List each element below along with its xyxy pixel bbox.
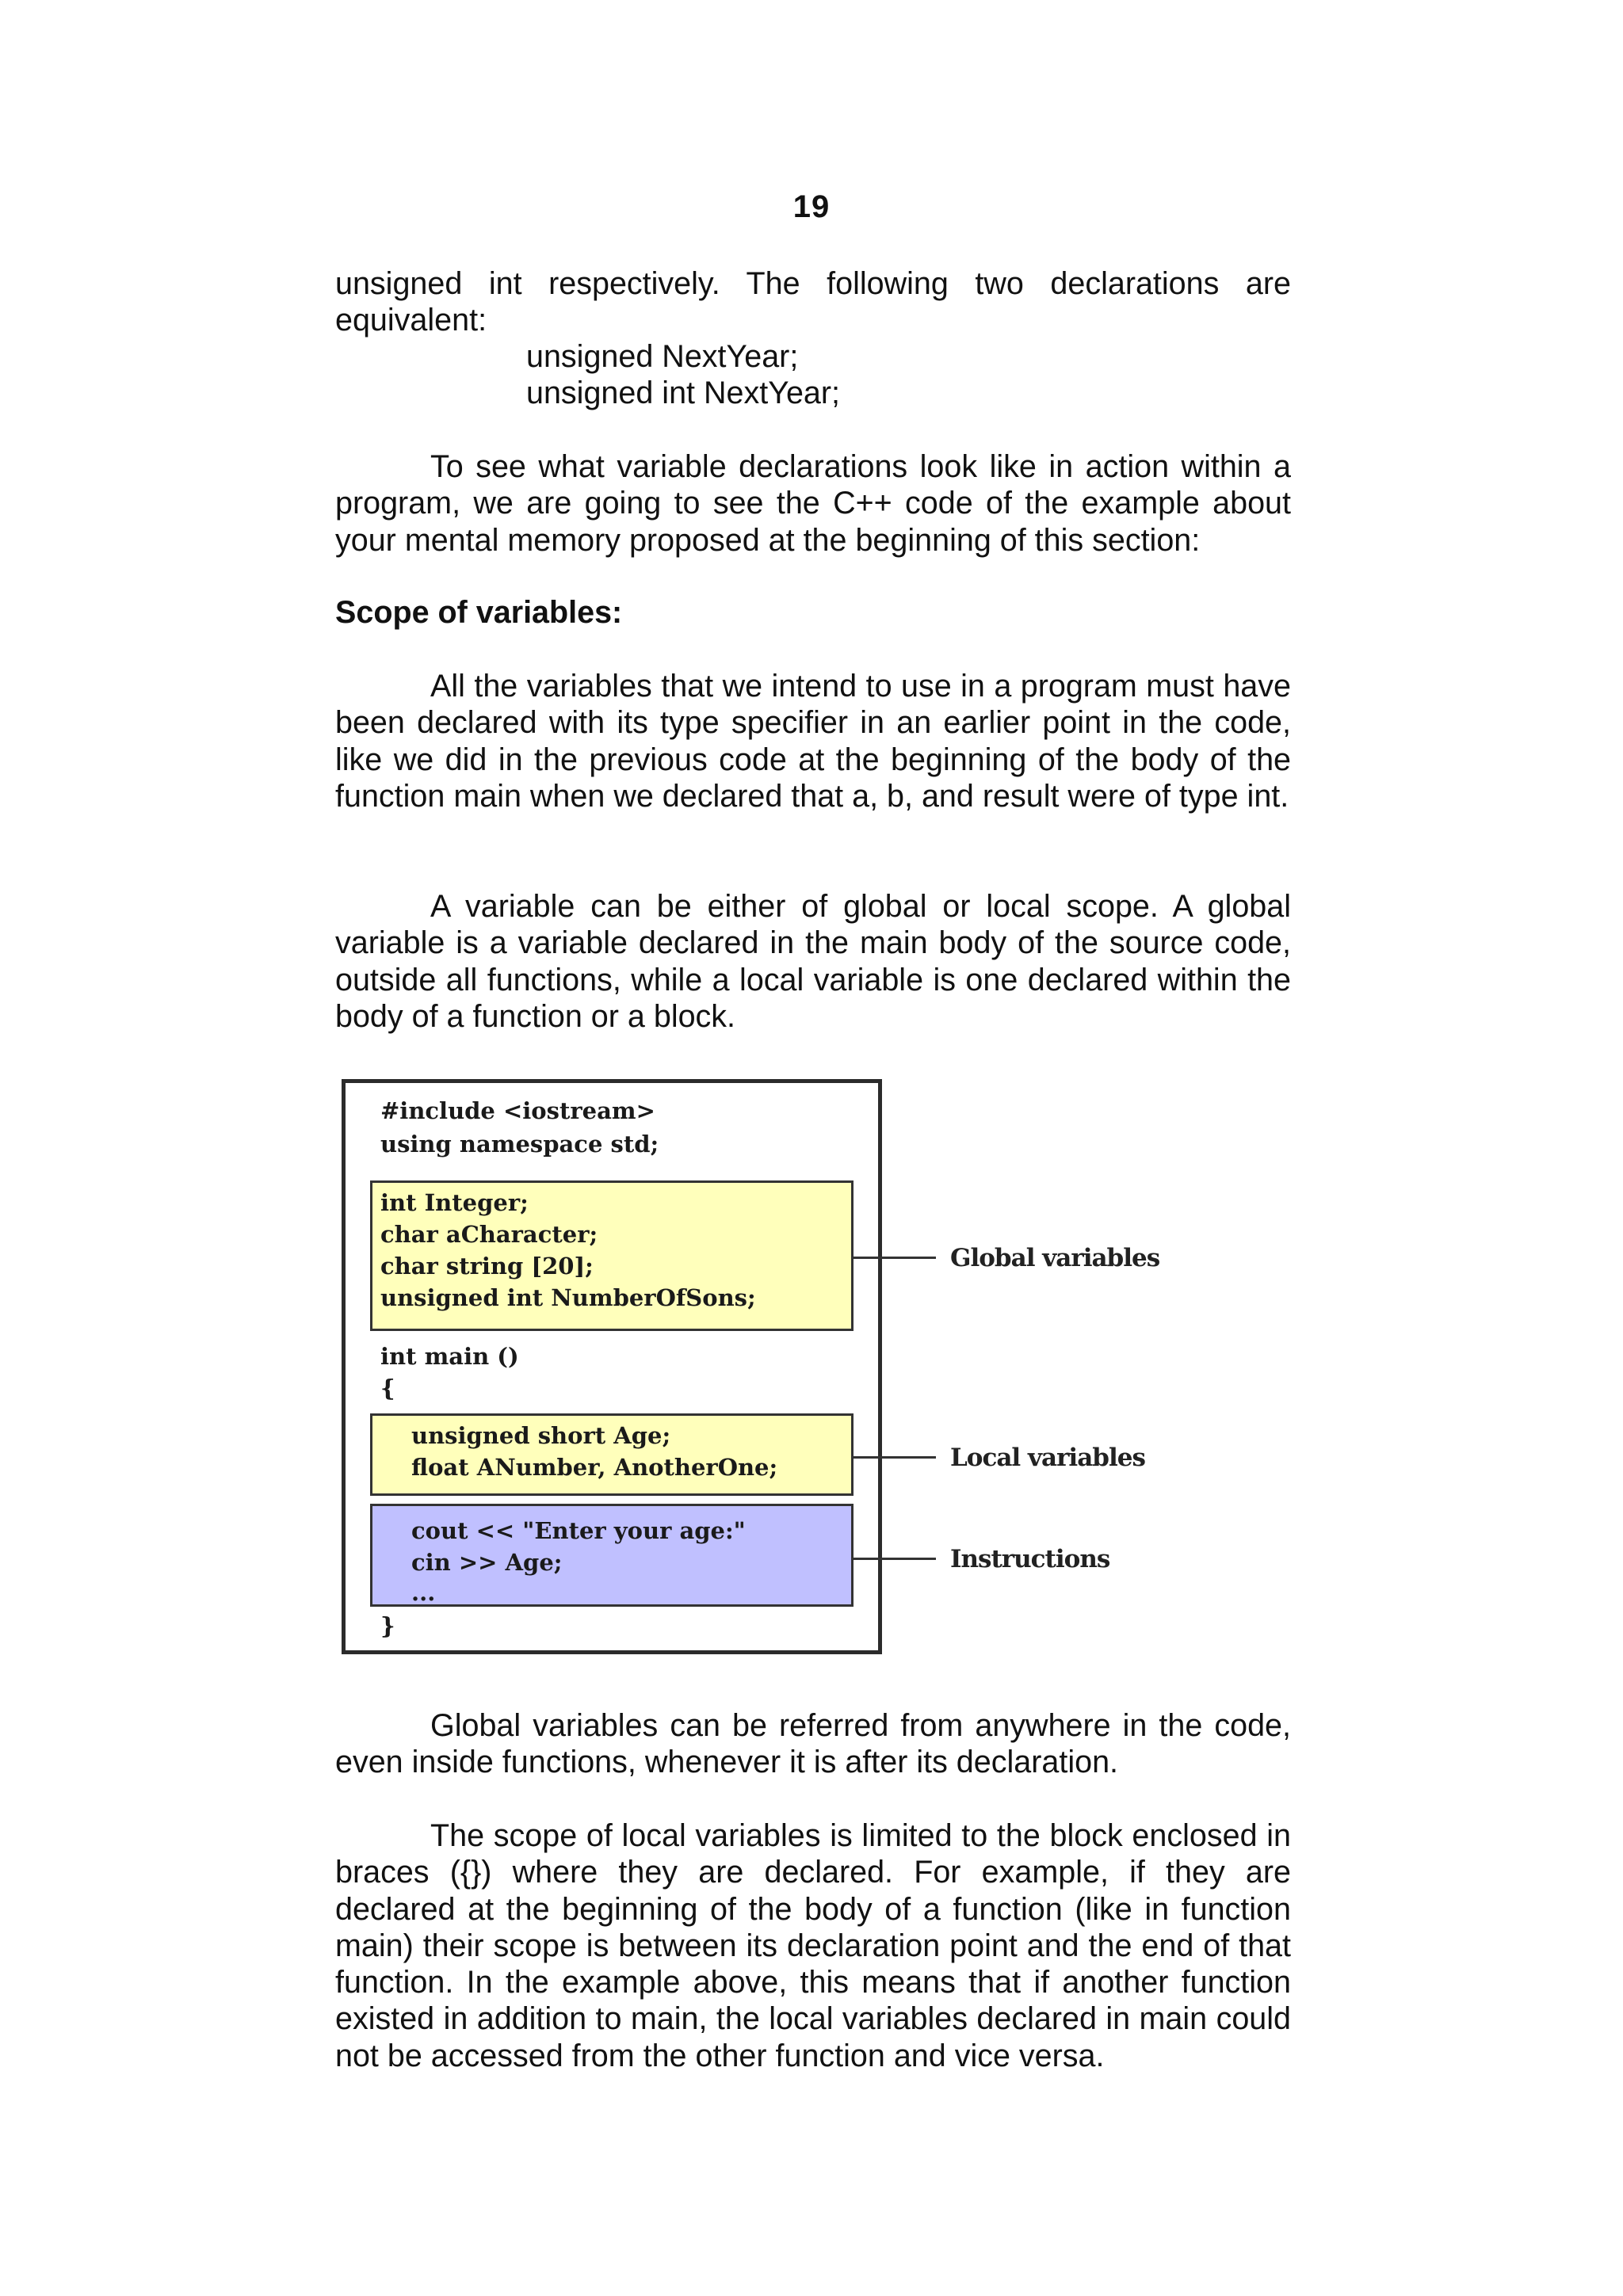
local-variables-label: Local variables xyxy=(950,1444,1145,1472)
code-include: #include <iostream> xyxy=(380,1097,655,1124)
page-number: 19 xyxy=(792,189,831,224)
paragraph-4 xyxy=(335,1707,1291,1781)
paragraph-5 xyxy=(335,1817,1291,2074)
code-using: using namespace std; xyxy=(380,1131,659,1158)
section-heading: Scope of variables: xyxy=(335,595,623,630)
instructions-leader-line xyxy=(854,1558,936,1560)
code-instruction-1: cout << "Enter your age:" xyxy=(411,1517,746,1544)
paragraph-5-text: The scope of local variables is limited to the block enclosed in braces ({}) where they are declared. For example, if they are declared at the beginning of the body of a function (like in function main) their scope is between its declaration point and the end of that function. In the example above, this means that if another function existed in addition to main, the local variables declared in main could not be accessed from the other function and vice versa. xyxy=(335,1818,1291,2073)
paragraph-3 xyxy=(335,888,1291,1035)
code-instruction-2: cin >> Age; xyxy=(411,1549,563,1576)
code-main: int main () xyxy=(380,1343,519,1370)
code-close-brace: } xyxy=(380,1612,395,1639)
code-global-3: char string [20]; xyxy=(380,1253,594,1280)
local-leader-line xyxy=(854,1456,936,1459)
paragraph-2 xyxy=(335,668,1291,814)
code-local-2: float ANumber, AnotherOne; xyxy=(411,1454,778,1481)
code-global-1: int Integer; xyxy=(380,1189,529,1216)
code-global-4: unsigned int NumberOfSons; xyxy=(380,1284,756,1311)
global-leader-line xyxy=(854,1257,936,1259)
code-example-line-2: unsigned int NextYear; xyxy=(526,376,841,410)
scope-diagram xyxy=(340,1077,1212,1661)
intro-text: unsigned int respectively. The following two declarations are equivalent: xyxy=(335,266,1291,338)
global-variables-label: Global variables xyxy=(950,1244,1160,1272)
paragraph-3-text: A variable can be either of global or local scope. A global variable is a variable declared in the main body of the source code, outside all functions, while a local variable is one declared within the body of a function or a block. xyxy=(335,889,1291,1034)
paragraph-4-text: Global variables can be referred from anywhere in the code, even inside functions, whenever it is after its declaration. xyxy=(335,1708,1291,1780)
code-open-brace: { xyxy=(380,1375,395,1402)
paragraph-1 xyxy=(335,448,1291,559)
paragraph-1-text: To see what variable declarations look like in action within a program, we are going to see the C++ code of the example about your mental memory proposed at the beginning of this section: xyxy=(335,449,1291,558)
instructions-label: Instructions xyxy=(950,1545,1110,1573)
code-instruction-3: ... xyxy=(411,1579,436,1606)
code-global-2: char aCharacter; xyxy=(380,1221,598,1248)
code-example-line-1: unsigned NextYear; xyxy=(526,339,799,374)
intro-paragraph xyxy=(335,265,1291,339)
paragraph-2-text: All the variables that we intend to use in a program must have been declared with its type specifier in an earlier point in the code, like we did in the previous code at the beginning of the body of the function main when we declared that a, b, and result were of type int. xyxy=(335,669,1291,814)
code-local-1: unsigned short Age; xyxy=(411,1422,671,1449)
